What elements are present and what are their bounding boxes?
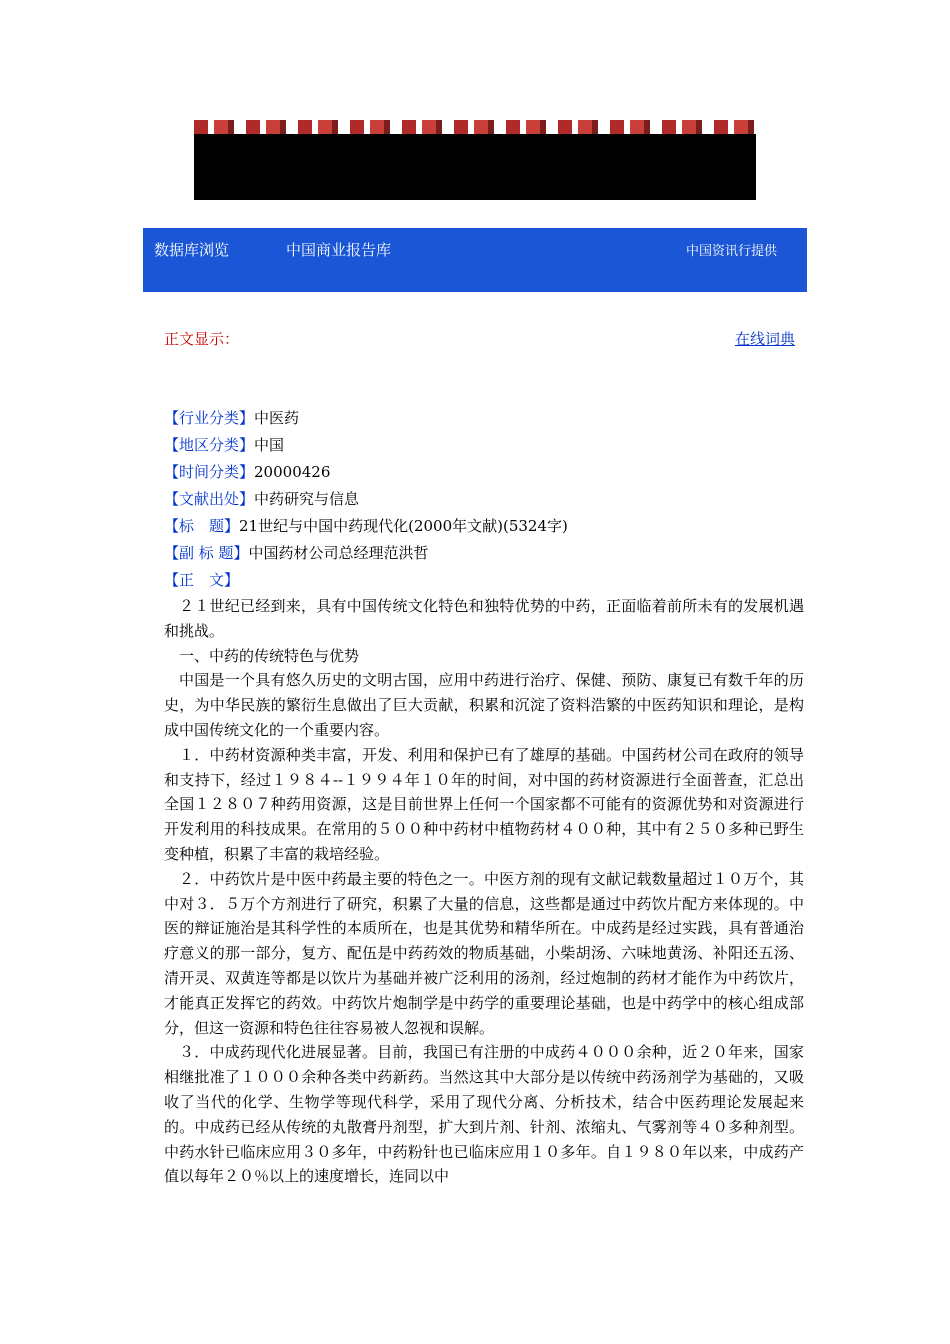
meta-key: 【行业分类】 [164,409,255,427]
meta-key: 【副 标 题】 [164,544,249,562]
meta-key: 【标 题】 [164,517,240,535]
online-dictionary-link[interactable]: 在线词典 [734,330,795,348]
top-navbar [143,228,807,292]
article-paragraph: ３．中成药现代化进展显著。目前，我国已有注册的中成药４０００余种，近２０年来，国家相继批准了１０００余种各类中药新药。当然这其中大部分是以传统中药汤剂学为基础的，又吸收了当代的化学、生物学等现代科学，采用了现代分离、分析技术，结合中医药理论发展起来的。中成药已经从传统的丸散膏丹剂型，扩大到片剂、针剂、浓缩丸、气雾剂等４０多种剂型。中药水针已临床应用３０多年，中药粉针也已临床应用１０多年。自１９８０年以来，中成药产值以每年２０％以上的速度增长，连同以中 [164,1043,804,1186]
meta-row-region [164,435,284,455]
provider-label: 中国资讯行提供 [685,244,777,259]
meta-row-title [164,516,568,536]
banner-redacted-block [194,134,756,200]
article-paragraph: ２．中药饮片是中医中药最主要的特色之一。中医方剂的现有文献记载数量超过１０万个，其中对３．５万个方剂进行了研究，积累了大量的信息，这些都是通过中药饮片配方来体现的。中医的辩证施治是其科学性的本质所在，也是其优势和精华所在。中成药是经过实践，具有普通治疗意义的那一部分，复方、配伍是中药药效的物质基础，小柴胡汤、六味地黄汤、补阳还五汤、清开灵、双黄连等都是以饮片为基础并被广泛利用的汤剂，经过炮制的药材才能作为中药饮片，才能真正发挥它的药效。中药饮片炮制学是中药学的重要理论基础，也是中药学中的核心组成部分，但这一资源和特色往往容易被人忽视和误解。 [164,869,804,1037]
meta-key: 【文献出处】 [164,490,255,508]
section-heading: 一、中药的传统特色与优势 [179,646,360,665]
article-paragraph: １．中药材资源种类丰富，开发、利用和保护已有了雄厚的基础。中国药材公司在政府的领导和支持下，经过１９８４--１９９４年１０年的时间，对中国的药材资源进行全面普查，汇总出全国１２８０７种药用资源，这是目前世界上任何一个国家都不可能有的资源优势和对资源进行开发利用的科技成果。在常用的５００种中药材中植物药材４００种，其中有２５０多种已野生变种植，积累了丰富的栽培经验。 [164,745,804,863]
header-banner [194,120,756,200]
meta-row-date [164,462,330,482]
article-body [164,594,804,1189]
meta-value: 中医药 [254,409,300,427]
article-paragraph: 中国是一个具有悠久历史的文明古国，应用中药进行治疗、保健、预防、康复已有数千年的历史，为中华民族的繁衍生息做出了巨大贡献，积累和沉淀了资料浩繁的中医药知识和理论，是构成中国传统文化的一个重要内容。 [164,671,804,739]
meta-row-industry [164,408,299,428]
meta-row-subtitle [164,543,429,563]
meta-value: 中国 [254,436,285,454]
meta-row-body [164,570,239,590]
meta-key: 【地区分类】 [164,436,255,454]
nav-business-report-library[interactable]: 中国商业报告库 [286,241,392,259]
nav-database-browse[interactable]: 数据库浏览 [154,241,230,259]
meta-value: 20000426 [254,463,331,481]
meta-value: 中药研究与信息 [254,490,360,508]
meta-row-source [164,489,359,509]
meta-value: 21世纪与中国中药现代化(2000年文献)(5324字) [239,517,568,535]
meta-key: 【正 文】 [164,571,240,589]
meta-value: 中国药材公司总经理范洪哲 [248,544,429,562]
content-display-label: 正文显示： [164,330,240,348]
meta-key: 【时间分类】 [164,463,255,481]
article-paragraph: ２１世纪已经到来，具有中国传统文化特色和独特优势的中药，正面临着前所未有的发展机遇和挑战。 [164,597,804,640]
